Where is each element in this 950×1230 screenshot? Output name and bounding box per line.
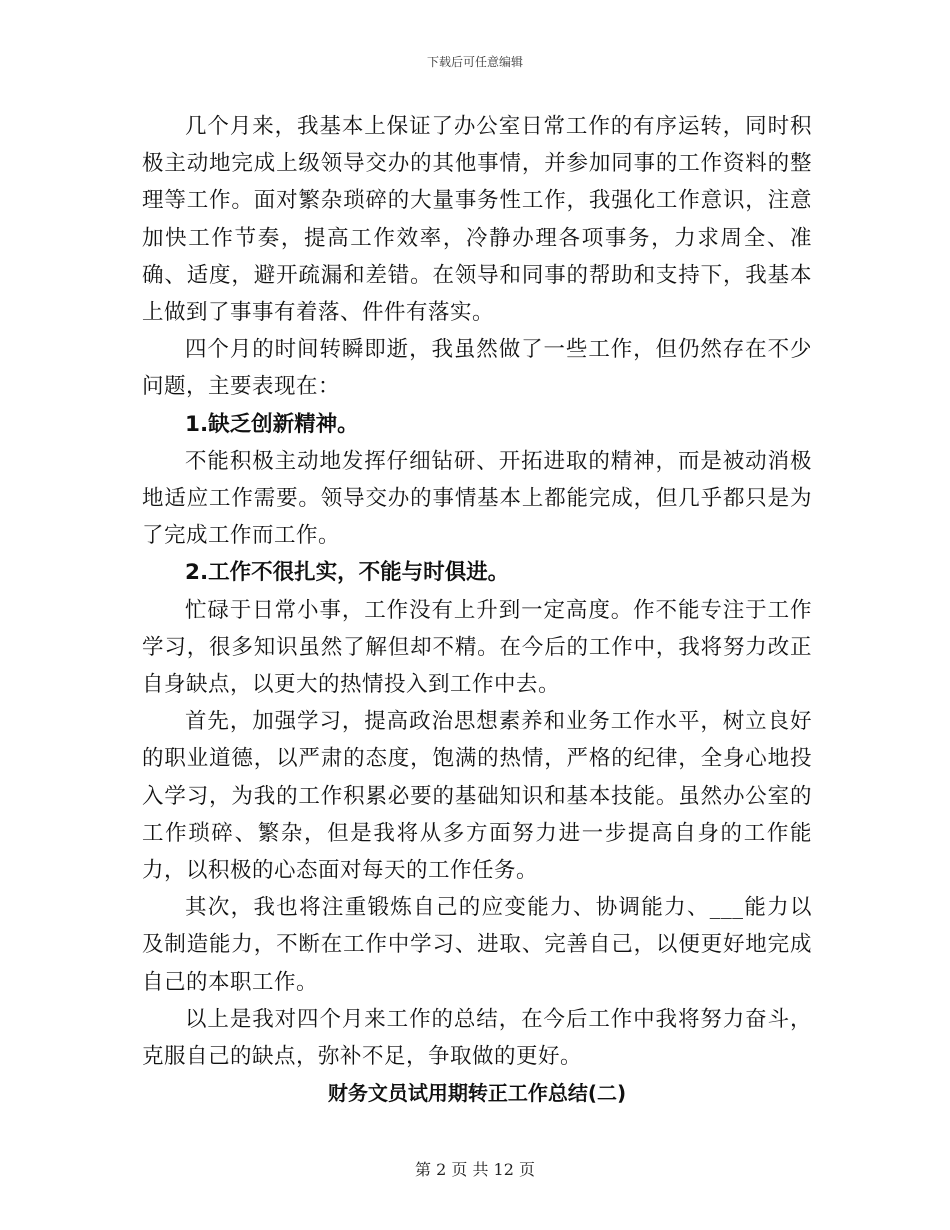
paragraph: 不能积极主动地发挥仔细钻研、开拓进取的精神，而是被动消极地适应工作需要。领导交办的事情基本上都能完成，但几乎都只是为了完成工作而工作。: [142, 448, 812, 549]
section-heading: 2.工作不很扎实，不能与时俱进。: [185, 560, 510, 586]
paragraph: 以上是我对四个月来工作的总结，在今后工作中我将努力奋斗，克服自己的缺点，弥补不足，争取做的更好。: [142, 1006, 812, 1070]
section-heading: 1.缺乏创新精神。: [185, 411, 359, 437]
document-body: [142, 108, 812, 1112]
paragraph: 忙碌于日常小事，工作没有上升到一定高度。作不能专注于工作学习，很多知识虽然了解但却不精。在今后的工作中，我将努力改正自身缺点，以更大的热情投入到工作中去。: [142, 597, 812, 698]
paragraph: 几个月来，我基本上保证了办公室日常工作的有序运转，同时积极主动地完成上级领导交办的其他事情，并参加同事的工作资料的整理等工作。面对繁杂琐碎的大量事务性工作，我强化工作意识，注意加快工作节奏，提高工作效率，冷静办理各项事务，力求周全、准确、适度，避开疏漏和差错。在领导和同事的帮助和支持下，我基本上做到了事事有着落、件件有落实。: [142, 114, 812, 326]
paragraph: 四个月的时间转瞬即逝，我虽然做了一些工作，但仍然存在不少问题，主要表现在：: [142, 337, 812, 400]
paragraph: 其次，我也将注重锻炼自己的应变能力、协调能力、___能力以及制造能力，不断在工作中学习、进取、完善自己，以便更好地完成自己的本职工作。: [142, 895, 812, 995]
page-footer: 第 2 页 共 12 页: [415, 1160, 535, 1179]
paragraph: 首先，加强学习，提高政治思想素养和业务工作水平，树立良好的职业道德，以严肃的态度，饱满的热情，严格的纪律，全身心地投入学习，为我的工作积累必要的基础知识和基本技能。虽然办公室的工作琐碎、繁杂，但是我将从多方面努力进一步提高自身的工作能力，以积极的心态面对每天的工作任务。: [142, 709, 812, 884]
document-title: 财务文员试用期转正工作总结(二): [327, 1081, 627, 1106]
page-header: 下载后可任意编辑: [426, 55, 523, 69]
